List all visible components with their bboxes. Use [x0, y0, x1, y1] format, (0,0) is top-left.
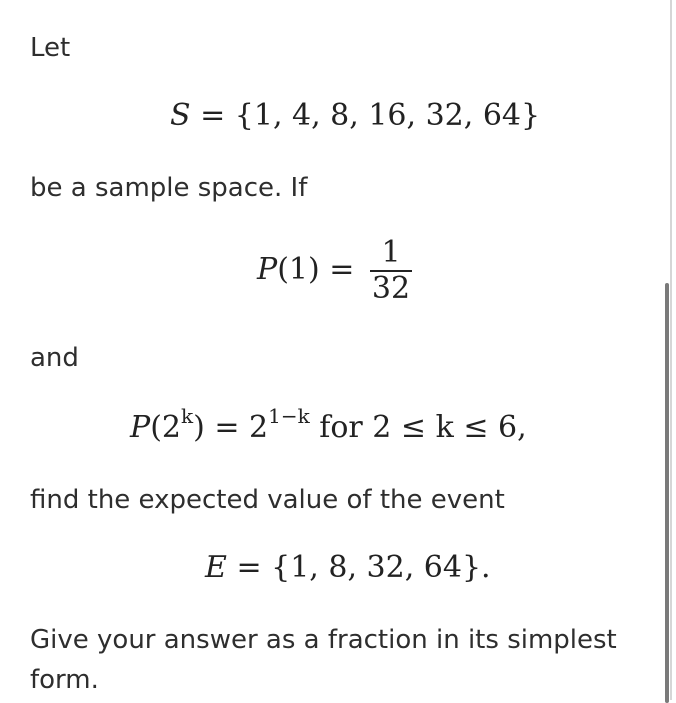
equation-p1: P(1) = $\frac{1}{32}$: [257, 235, 411, 306]
exponent-rhs: 1−k: [268, 404, 310, 428]
equation-pk: $P(2^k) = 2^{1-k}$ for 2 ≤ k ≤ 6,: [130, 404, 527, 445]
condition: for 2 ≤ k ≤ 6,: [319, 410, 527, 445]
sample-space-set: {1, 4, 8, 16, 32, 64}: [234, 98, 541, 133]
exponent-k: k: [180, 404, 194, 428]
event-set: {1, 8, 32, 64}.: [271, 550, 491, 585]
fraction-numerator: 1: [370, 236, 412, 272]
equation-event: E = {1, 8, 32, 64}.: [205, 550, 491, 585]
text-answer-line-2: form.: [30, 665, 99, 695]
fraction: [370, 236, 412, 306]
text-and: and: [30, 343, 79, 373]
equation-sample-space: S = {1, 4, 8, 16, 32, 64}: [170, 98, 541, 133]
text-let: Let: [30, 33, 71, 63]
text-find-expected: find the expected value of the event: [30, 485, 505, 515]
scrollbar[interactable]: [665, 283, 669, 703]
text-answer-line-1: Give your answer as a fraction in its simplest: [30, 625, 617, 655]
text-sample-space: be a sample space. If: [30, 173, 308, 203]
fraction-denominator: 32: [371, 271, 411, 306]
